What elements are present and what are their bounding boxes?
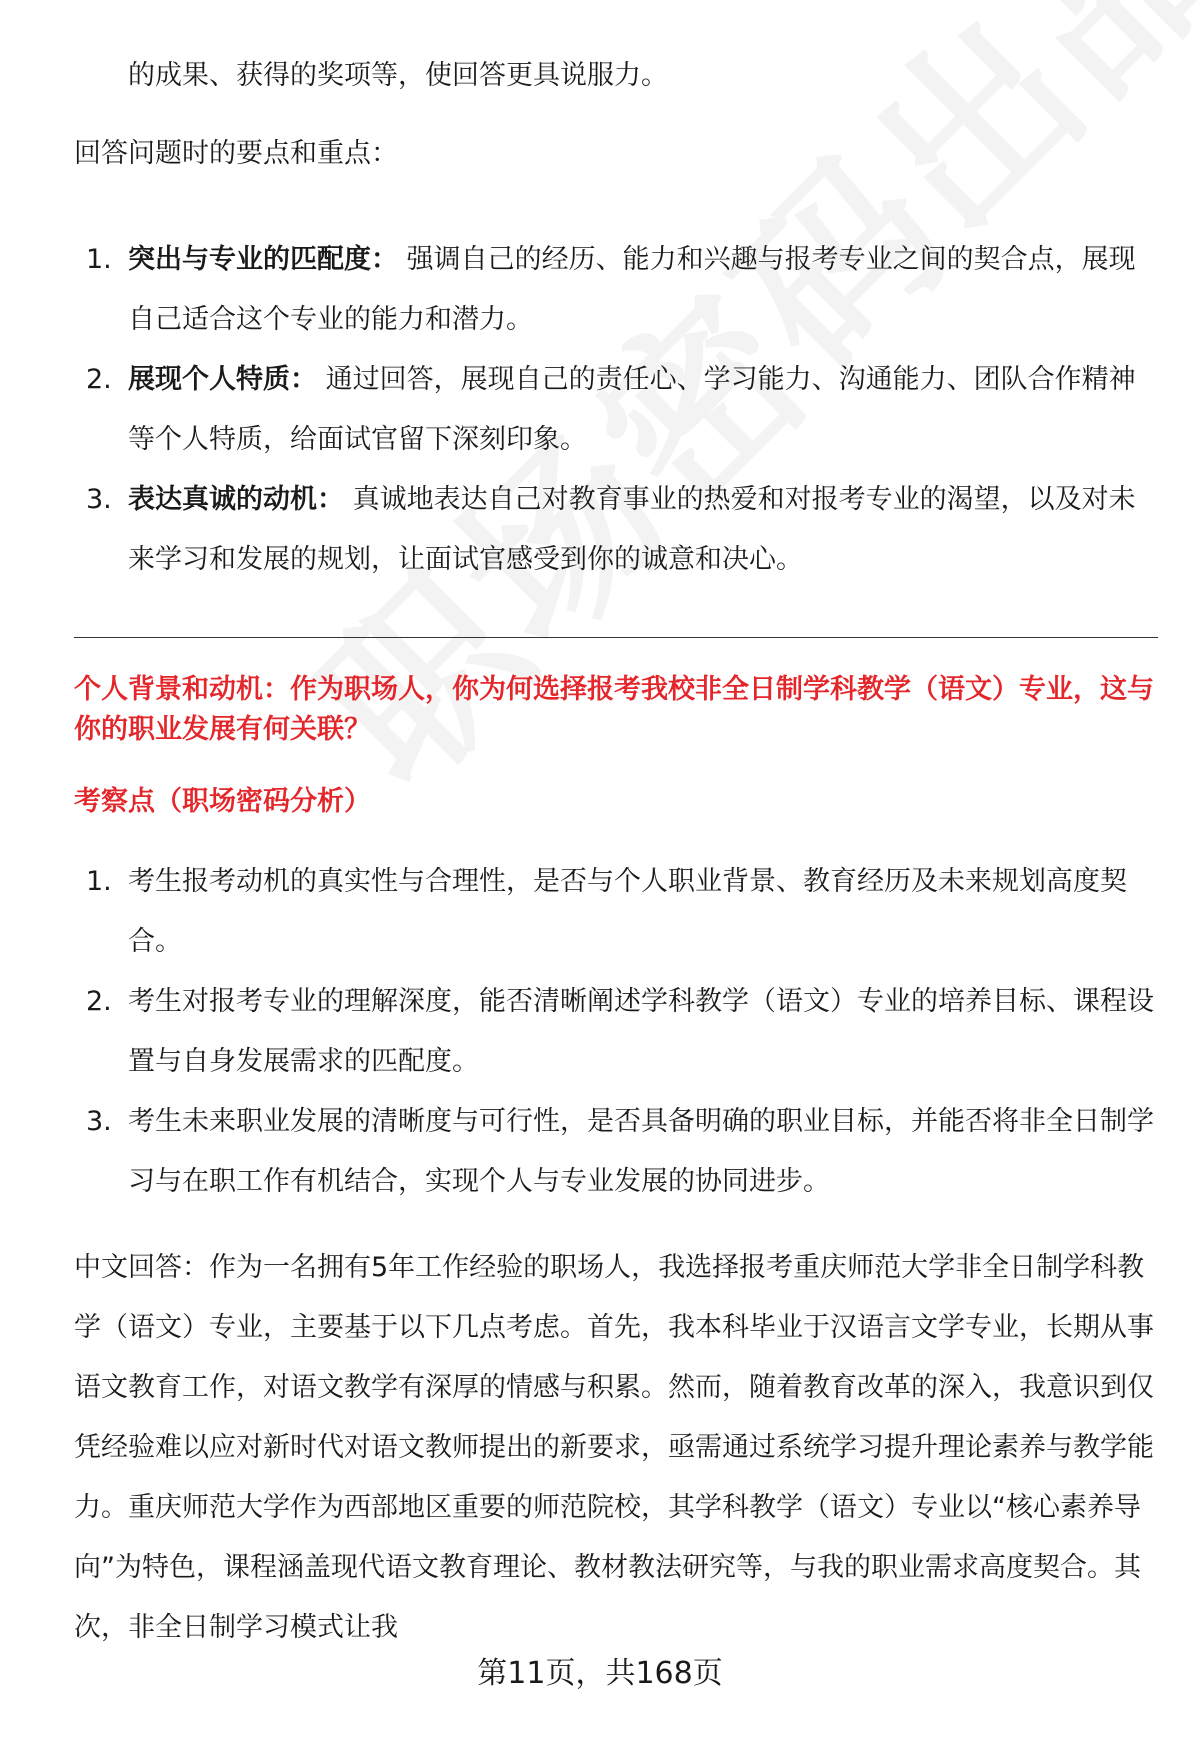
point-text: 强调自己的经历、能力和兴趣与报考专业之间的契合点，展现自己适合这个专业的能力和潜力。: [128, 244, 1136, 335]
list-number: 3.: [86, 1106, 112, 1137]
list-number: 1.: [86, 244, 112, 275]
list-item: [74, 350, 1154, 470]
exam-points-heading: 考察点（职场密码分析）: [74, 786, 371, 817]
point-text: 真诚地表达自己对教育事业的热爱和对报考专业的渴望，以及对未来学习和发展的规划，让面试官感受到你的诚意和决心。: [128, 484, 1136, 575]
answer-text: 作为一名拥有5年工作经验的职场人，我选择报考重庆师范大学非全日制学科教学（语文）专业，主要基于以下几点考虑。首先，我本科毕业于汉语言文学专业，长期从事语文教育工作，对语文教学有深厚的情感与积累。然而，随着教育改革的深入，我意识到仅凭经验难以应对新时代对语文教师提出的新要求，亟需通过系统学习提升理论素养与教学能力。重庆师范大学作为西部地区重要的师范院校，其学科教学（语文）专业以“核心素养导向”为特色，课程涵盖现代语文教育理论、教材教法研究等，与我的职业需求高度契合。其次，非全日制学习模式让我: [74, 1252, 1154, 1643]
list-number: 2.: [86, 364, 112, 395]
list-item: [74, 972, 1154, 1092]
list-number: 1.: [86, 866, 112, 897]
intro-continuation: 的成果、获得的奖项等，使回答更具说服力。: [128, 60, 668, 91]
point-lead: 表达真诚的动机：: [128, 484, 344, 515]
exam-point-text: 考生未来职业发展的清晰度与可行性，是否具备明确的职业目标，并能否将非全日制学习与在职工作有机结合，实现个人与专业发展的协同进步。: [128, 1106, 1154, 1197]
points-list: [74, 230, 1154, 590]
list-item: [74, 852, 1154, 972]
point-lead: 展现个人特质：: [128, 364, 317, 395]
exam-point-text: 考生报考动机的真实性与合理性，是否与个人职业背景、教育经历及未来规划高度契合。: [128, 866, 1127, 957]
list-item: [74, 230, 1154, 350]
point-lead: 突出与专业的匹配度：: [128, 244, 398, 275]
list-item: [74, 470, 1154, 590]
exam-point-text: 考生对报考专业的理解深度，能否清晰阐述学科教学（语文）专业的培养目标、课程设置与自身发展需求的匹配度。: [128, 986, 1154, 1077]
answer-label: 中文回答：: [74, 1252, 209, 1283]
list-item: [74, 1092, 1154, 1212]
question-title: 个人背景和动机：作为职场人，你为何选择报考我校非全日制学科教学（语文）专业，这与你的职业发展有何关联？: [74, 674, 1154, 745]
list-number: 3.: [86, 484, 112, 515]
points-heading: 回答问题时的要点和重点：: [74, 138, 398, 169]
list-number: 2.: [86, 986, 112, 1017]
exam-points-list: [74, 852, 1154, 1212]
point-text: 通过回答，展现自己的责任心、学习能力、沟通能力、团队合作精神等个人特质，给面试官留下深刻印象。: [128, 364, 1136, 455]
page-footer: 第11页，共168页: [477, 1656, 723, 1691]
answer-paragraph: [74, 1238, 1154, 1658]
section-divider: [74, 637, 1158, 638]
